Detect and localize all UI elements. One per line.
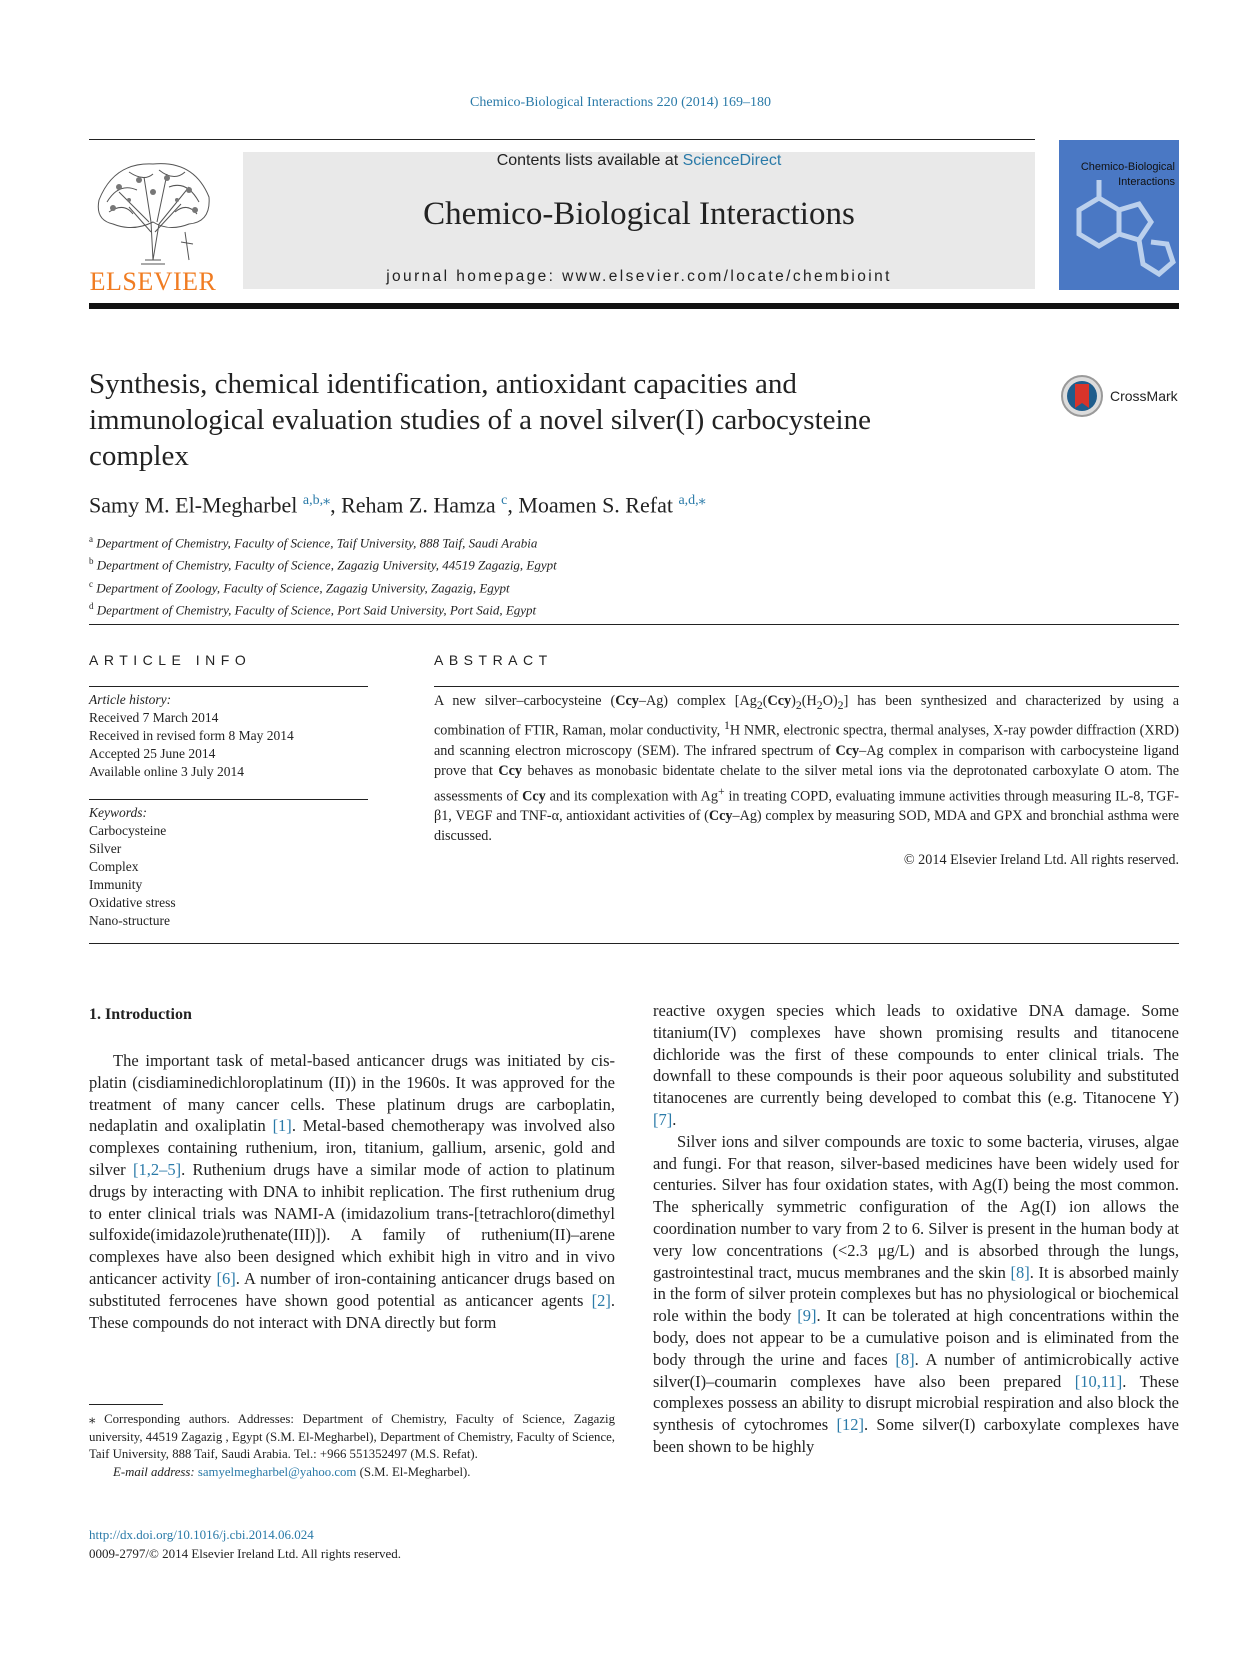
email-owner: (S.M. El-Megharbel).: [359, 1464, 471, 1479]
body-column-right: [653, 1000, 1179, 1458]
history-item: Received 7 March 2014: [89, 710, 219, 725]
history-label: Article history:: [89, 692, 172, 707]
history-item: Accepted 25 June 2014: [89, 746, 216, 761]
body-paragraph: The important task of metal-based anticancer drugs was initiated by cis-platin (cisdiaminedichloroplatinum (II)) in the 1960s. It was approved for the treatment of many cancer cells. These platinum drugs are carboplatin, nedaplatin and oxaliplatin [1]. Metal-based chemotherapy was involved also complexes containing ruthenium, iron, titanium, gallium, arsenic, gold and silver [1,2–5]. Ruthenium drugs have a similar mode of action to platinum drugs by interacting with DNA to inhibit replication. The first ruthenium drug to enter clinical trials was NAMI-A (imidazolium trans-[tetrachloro(dimethyl sulfoxide(imidazole)ruthenate(III)]). A family of ruthenium(II)–arene complexes have also been designed which exhibit high in vitro and in vivo anticancer activity [6]. A number of iron-containing anticancer drugs based on substituted ferrocenes have shown good potential as anticancer agents [2]. These compounds do not interact with DNA directly but form: [89, 1051, 616, 1332]
reference-link[interactable]: [9]: [797, 1306, 817, 1326]
keywords: [89, 804, 368, 930]
author-name: Reham Z. Hamza: [341, 492, 496, 518]
article-info-heading: ARTICLE INFO: [89, 652, 252, 668]
section-rule: [89, 624, 1179, 625]
cover-title: Chemico-Biological Interactions: [1080, 161, 1175, 188]
keyword: Complex: [89, 859, 139, 874]
email-label: E-mail address:: [113, 1464, 195, 1479]
body-paragraph: reactive oxygen species which leads to oxidative DNA damage. Some titanium(IV) complexes have shown promising results and titanocene dichloride was the first of these compounds to enter clinical trials. The downfall to these compounds is their poor aqueous solubility and substituted titanocenes are currently being developed to combat this (e.g. Titanocene Y) [7].: [653, 1001, 1179, 1129]
author-affiliation-marks[interactable]: a,b,⁎: [302, 493, 331, 508]
keywords-rule: [89, 799, 368, 800]
issn-copyright: 0009-2797/© 2014 Elsevier Ireland Ltd. All rights reserved.: [89, 1546, 402, 1561]
abstract-heading: ABSTRACT: [434, 652, 553, 668]
footnote-text: ⁎ Corresponding authors. Addresses: Department of Chemistry, Faculty of Science, Zagazig university, 44519 Zagazig , Egypt (S.M. El-Megharbel), Department of Chemistry, Faculty of Science, Taif University, 888 Taif, Saudi Arabia. Tel.: +966 551352497 (M.S. Refat).: [89, 1412, 615, 1462]
keywords-label: Keywords:: [89, 805, 147, 820]
reference-link[interactable]: [1,2–5]: [132, 1159, 182, 1179]
contents-prefix: Contents lists available at: [496, 152, 683, 169]
affiliation: $^c$ Department of Zoology, Faculty of Science, Zagazig University, Zagazig, Egypt: [89, 578, 510, 595]
abstract-rule: [434, 686, 1179, 687]
abstract-text: A new silver–carbocysteine (Ccy–Ag) complex $[Ag_2(Ccy)_2(H_2O)_2]$ has been synthesized and characterized by using a combination of FTIR, Raman, molar conductivity, $^1$H NMR, electronic spectra, thermal analyses, X-ray powder diffraction (XRD) and scanning electron microscopy (SEM). The infrared spectrum of Ccy–Ag complex in comparison with carbocysteine ligand prove that Ccy behaves as monobasic bidentate chelate to the silver metal ions via the deprotonated carboxylate O atom. The assessments of Ccy and its complexation with Ag+ in treating COPD, evaluating immune activities through measuring IL-8, TGF-β1, VEGF and TNF-α, antioxidant activities of (Ccy–Ag) complex by measuring SOD, MDA and GPX and bronchial asthma were discussed.: [434, 693, 1180, 845]
introduction-heading: 1. Introduction: [89, 1006, 192, 1023]
author-affiliation-marks[interactable]: a,d,⁎: [678, 493, 706, 508]
header-rule: [89, 139, 1035, 140]
email-line: [89, 1464, 615, 1482]
affiliation: $^b$ Department of Chemistry, Faculty of Science, Zagazig University, 44519 Zagazig, Egypt: [89, 556, 557, 573]
keyword: Immunity: [89, 877, 143, 892]
reference-link[interactable]: [1]: [272, 1116, 292, 1136]
affiliation: $^a$ Department of Chemistry, Faculty of Science, Taif University, 888 Taif, Saudi Arabia: [89, 534, 538, 551]
journal-citation[interactable]: Chemico-Biological Interactions 220 (2014) 169–180: [470, 95, 771, 110]
affiliation-list: [89, 530, 557, 619]
keyword: Oxidative stress: [89, 895, 176, 910]
keyword: Carbocysteine: [89, 823, 167, 838]
crossmark-icon[interactable]: [1060, 374, 1104, 418]
reference-link[interactable]: [7]: [653, 1109, 673, 1129]
article-info-rule: [89, 686, 368, 687]
history-item: Received in revised form 8 May 2014: [89, 728, 294, 743]
author-list: Samy M. El-Megharbel $^{a,b,⁎}$, Reham Z. Hamza $^c$, Moamen S. Refat $^{a,d,⁎}$: [89, 492, 706, 518]
author-affiliation-marks[interactable]: c: [501, 493, 508, 508]
header-thick-rule: [89, 303, 1179, 309]
keyword: Silver: [89, 841, 122, 856]
history-item: Available online 3 July 2014: [89, 764, 244, 779]
journal-title: Chemico-Biological Interactions: [423, 196, 855, 232]
email-link[interactable]: samyelmegharbel@yahoo.com: [197, 1464, 357, 1479]
doi-link[interactable]: http://dx.doi.org/10.1016/j.cbi.2014.06.024: [89, 1527, 314, 1542]
reference-link[interactable]: [2]: [591, 1290, 611, 1310]
author-name: Moamen S. Refat: [518, 492, 673, 518]
footnote-rule: [89, 1404, 163, 1405]
reference-link[interactable]: [8]: [895, 1349, 915, 1369]
body-column-left: [89, 1050, 615, 1333]
keyword: Nano-structure: [89, 913, 170, 928]
contents-line: [243, 152, 1035, 170]
reference-link[interactable]: [12]: [836, 1415, 864, 1435]
body-paragraph: Silver ions and silver compounds are toxic to some bacteria, viruses, algae and fungi. For that reason, silver-based medicines have been widely used for centuries. Silver has four oxidation states, with Ag(I) being the most common. The spherically symmetric configuration of the Ag(I) ion allows the coordination number to vary from 2 to 6. Silver is present in the human body at very low concentrations (<2.3 μg/L) and is absorbed through the lungs, gastrointestinal tract, mucus membranes and the skin [8]. It is absorbed mainly in the form of silver protein complexes but has no physiological or biochemical role within the body [9]. It can be tolerated at high concentrations within the body, does not appear to be a cumulative poison and is eliminated from the body through the urine and faces [8]. A number of antimicrobically active silver(I)–coumarin complexes have also been prepared [10,11]. These complexes possess an ability to disrupt microbial respiration and also block the synthesis of cytochromes [12]. Some silver(I) carboxylate complexes have been shown to be highly: [653, 1131, 1179, 1456]
author-name: Samy M. El-Megharbel: [89, 492, 298, 518]
crossmark-label[interactable]: CrossMark: [1110, 388, 1178, 404]
reference-link[interactable]: [10,11]: [1074, 1371, 1123, 1391]
corresponding-author-footnote: [89, 1411, 615, 1481]
article-title: Synthesis, chemical identification, antioxidant capacities and immunological evaluation studies of a novel silver(I) carbocysteine complex: [89, 368, 871, 472]
elsevier-wordmark: ELSEVIER: [89, 267, 217, 296]
affiliation: $^d$ Department of Chemistry, Faculty of Science, Port Said University, Port Said, Egypt: [89, 600, 537, 618]
abstract-copyright: © 2014 Elsevier Ireland Ltd. All rights reserved.: [903, 852, 1179, 868]
article-history: [89, 691, 368, 781]
reference-link[interactable]: [8]: [1010, 1262, 1030, 1282]
section-rule: [89, 943, 1179, 944]
reference-link[interactable]: [6]: [216, 1268, 236, 1288]
sciencedirect-link[interactable]: ScienceDirect: [682, 152, 782, 169]
journal-homepage[interactable]: journal homepage: www.elsevier.com/locate/chembioint: [386, 268, 892, 285]
